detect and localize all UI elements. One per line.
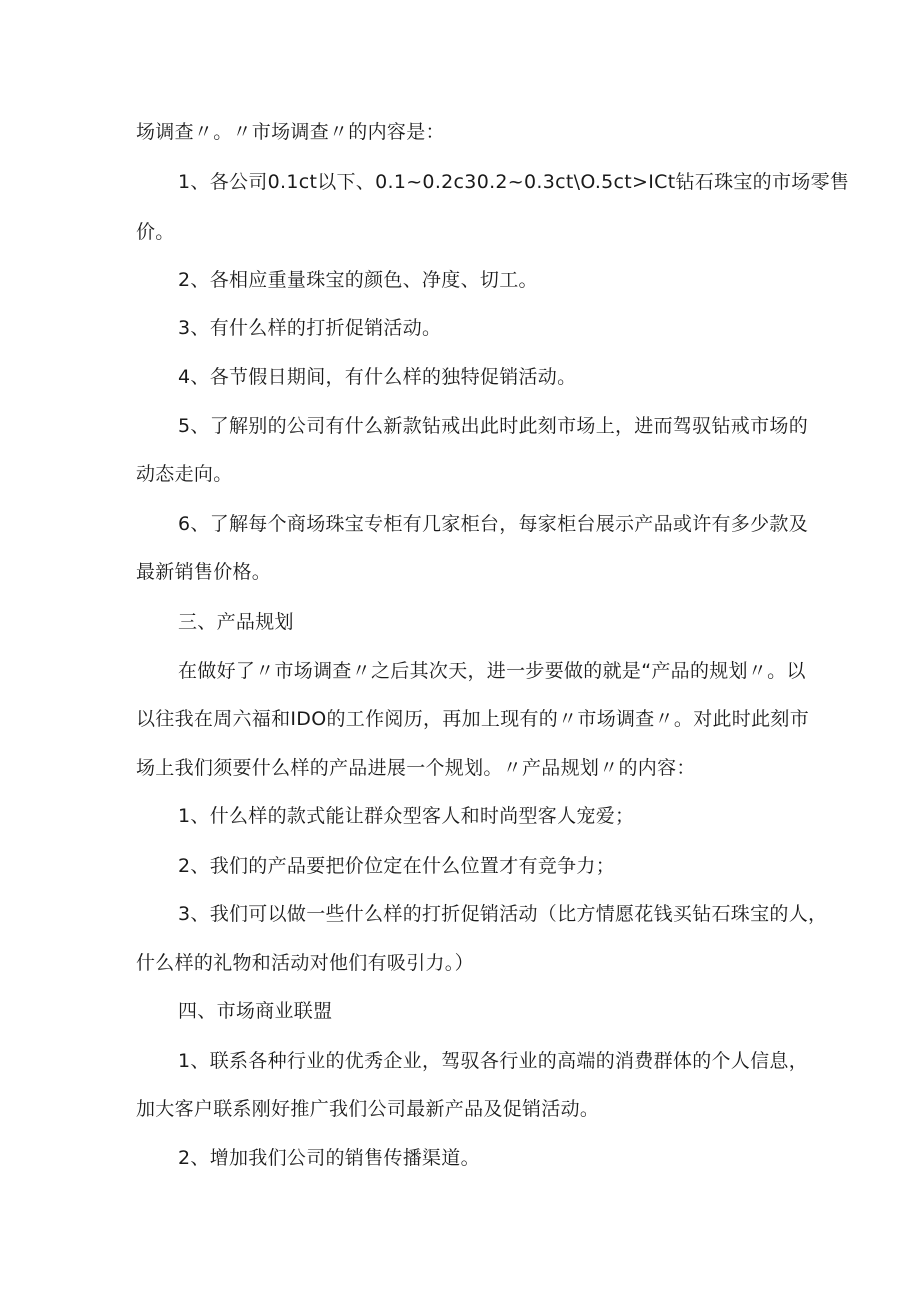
text-line: 2、各相应重量珠宝的颜色、净度、切工。 <box>178 269 538 291</box>
text-line: 什么样的礼物和活动对他们有吸引力。） <box>136 952 474 974</box>
text-line: 场调查〃。〃市场调查〃的内容是： <box>136 121 445 143</box>
section-heading: 四、市场商业联盟 <box>178 1000 333 1022</box>
text-line: 3、有什么样的打折促销活动。 <box>178 317 442 339</box>
text-line: 场上我们须要什么样的产品进展一个规划。〃产品规划〃的内容： <box>136 757 696 779</box>
text-line: 6、了解每个商场珠宝专柜有几家柜台，每家柜台展示产品或许有多少款及 <box>178 513 808 535</box>
text-line: 在做好了〃市场调查〃之后其次天，进一步要做的就是“产品的规划〃。以 <box>178 660 806 682</box>
text-line: 2、增加我们公司的销售传播渠道。 <box>178 1147 480 1169</box>
text-line: 动态走向。 <box>136 463 233 485</box>
text-line: 5、了解别的公司有什么新款钻戒出此时此刻市场上，进而驾驭钻戒市场的 <box>178 415 808 437</box>
text-line: 最新销售价格。 <box>136 561 272 583</box>
text-line: 4、各节假日期间，有什么样的独特促销活动。 <box>178 366 577 388</box>
text-line: 价。 <box>136 221 175 243</box>
text-line: 1、联系各种行业的优秀企业，驾驭各行业的高端的消费群体的个人信息， <box>178 1050 808 1072</box>
text-line: 以往我在周六福和IDO的工作阅历，再加上现有的〃市场调查〃。对此时此刻市 <box>136 708 809 730</box>
text-line: 1、什么样的款式能让群众型客人和时尚型客人宠爱； <box>178 805 635 827</box>
text-line: 3、我们可以做一些什么样的打折促销活动（比方情愿花钱买钻石珠宝的人， <box>178 903 828 925</box>
text-line: 加大客户联系刚好推广我们公司最新产品及促销活动。 <box>136 1098 600 1120</box>
section-heading: 三、产品规划 <box>178 611 294 633</box>
text-line: 1、各公司0.1ct以下、0.1~0.2c30.2~0.3ct\O.5ct>ICt钻石珠宝的市场零售 <box>178 171 850 193</box>
text-line: 2、我们的产品要把价位定在什么位置才有竞争力； <box>178 855 615 877</box>
